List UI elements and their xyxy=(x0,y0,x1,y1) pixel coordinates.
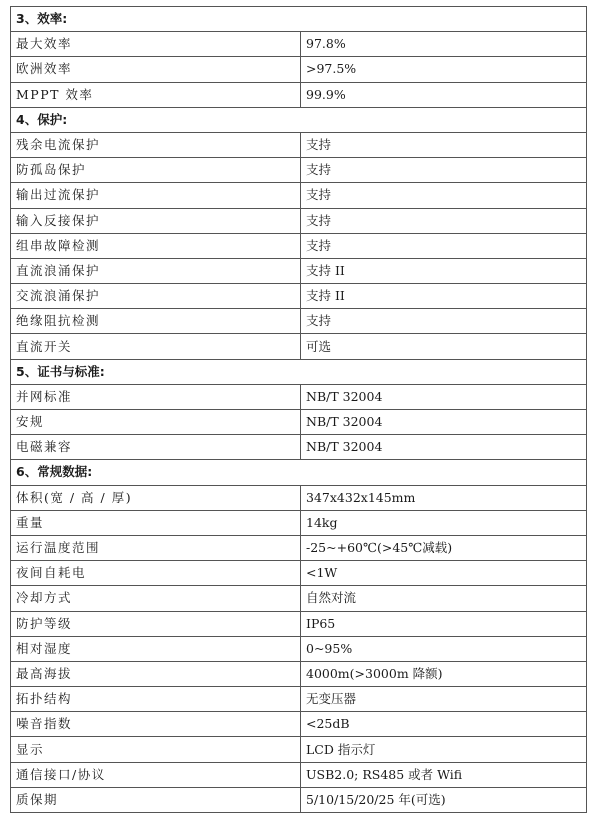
spec-value: NB/T 32004 xyxy=(301,410,587,435)
spec-label: 最高海拔 xyxy=(11,661,301,686)
spec-label: 夜间自耗电 xyxy=(11,561,301,586)
table-row xyxy=(11,132,587,157)
table-row xyxy=(11,510,587,535)
section-title: 6、常规数据: xyxy=(11,460,587,485)
table-row xyxy=(11,158,587,183)
spec-value: 97.8% xyxy=(301,32,587,57)
table-row xyxy=(11,762,587,787)
table-row xyxy=(11,661,587,686)
spec-value: 支持 xyxy=(301,158,587,183)
spec-label: 电磁兼容 xyxy=(11,435,301,460)
spec-value: 支持 xyxy=(301,309,587,334)
section-title: 4、保护: xyxy=(11,107,587,132)
spec-label: 相对湿度 xyxy=(11,636,301,661)
spec-label: 防孤岛保护 xyxy=(11,158,301,183)
spec-label: 交流浪涌保护 xyxy=(11,284,301,309)
spec-label: 体积(宽 / 高 / 厚) xyxy=(11,485,301,510)
spec-value: 347x432x145mm xyxy=(301,485,587,510)
spec-value: 4000m(>3000m 降额) xyxy=(301,661,587,686)
table-row xyxy=(11,410,587,435)
spec-label: 噪音指数 xyxy=(11,712,301,737)
spec-label: 直流开关 xyxy=(11,334,301,359)
spec-value: <1W xyxy=(301,561,587,586)
spec-label: 冷却方式 xyxy=(11,586,301,611)
spec-value: IP65 xyxy=(301,611,587,636)
table-row xyxy=(11,737,587,762)
spec-value: 支持 II xyxy=(301,284,587,309)
spec-label: 质保期 xyxy=(11,787,301,812)
spec-value: 99.9% xyxy=(301,82,587,107)
section-header-row xyxy=(11,460,587,485)
table-row xyxy=(11,384,587,409)
spec-value: 可选 xyxy=(301,334,587,359)
spec-value: -25~+60℃(>45℃减载) xyxy=(301,535,587,560)
spec-value: 14kg xyxy=(301,510,587,535)
spec-value: 无变压器 xyxy=(301,687,587,712)
spec-label: 安规 xyxy=(11,410,301,435)
spec-label: 输入反接保护 xyxy=(11,208,301,233)
spec-label: 最大效率 xyxy=(11,32,301,57)
spec-value: 自然对流 xyxy=(301,586,587,611)
spec-label: 拓扑结构 xyxy=(11,687,301,712)
table-row xyxy=(11,636,587,661)
spec-label: 绝缘阻抗检测 xyxy=(11,309,301,334)
table-row xyxy=(11,485,587,510)
spec-label: 欧洲效率 xyxy=(11,57,301,82)
table-row xyxy=(11,309,587,334)
table-row xyxy=(11,586,587,611)
spec-label: 显示 xyxy=(11,737,301,762)
table-row xyxy=(11,57,587,82)
spec-value: 支持 xyxy=(301,208,587,233)
spec-value: 支持 xyxy=(301,132,587,157)
section-title: 3、效率: xyxy=(11,7,587,32)
table-row xyxy=(11,82,587,107)
spec-value: 支持 II xyxy=(301,258,587,283)
spec-label: 输出过流保护 xyxy=(11,183,301,208)
table-row xyxy=(11,258,587,283)
spec-label: 并网标准 xyxy=(11,384,301,409)
spec-table-body xyxy=(11,7,587,813)
section-title: 5、证书与标准: xyxy=(11,359,587,384)
spec-label: 运行温度范围 xyxy=(11,535,301,560)
spec-label: 残余电流保护 xyxy=(11,132,301,157)
table-row xyxy=(11,435,587,460)
spec-table xyxy=(10,6,587,813)
section-header-row xyxy=(11,359,587,384)
table-row xyxy=(11,687,587,712)
section-header-row xyxy=(11,107,587,132)
spec-value: NB/T 32004 xyxy=(301,384,587,409)
spec-label: MPPT 效率 xyxy=(11,82,301,107)
spec-value: USB2.0; RS485 或者 Wifi xyxy=(301,762,587,787)
spec-label: 通信接口/协议 xyxy=(11,762,301,787)
spec-label: 防护等级 xyxy=(11,611,301,636)
table-row xyxy=(11,334,587,359)
spec-value: LCD 指示灯 xyxy=(301,737,587,762)
table-row xyxy=(11,787,587,812)
table-row xyxy=(11,233,587,258)
spec-label: 直流浪涌保护 xyxy=(11,258,301,283)
table-row xyxy=(11,611,587,636)
spec-value: 5/10/15/20/25 年(可选) xyxy=(301,787,587,812)
section-header-row xyxy=(11,7,587,32)
spec-value: 支持 xyxy=(301,233,587,258)
spec-value: 0~95% xyxy=(301,636,587,661)
table-row xyxy=(11,535,587,560)
table-row xyxy=(11,561,587,586)
spec-value: >97.5% xyxy=(301,57,587,82)
table-row xyxy=(11,284,587,309)
spec-value: NB/T 32004 xyxy=(301,435,587,460)
spec-label: 重量 xyxy=(11,510,301,535)
table-row xyxy=(11,183,587,208)
spec-sheet xyxy=(10,6,586,813)
table-row xyxy=(11,32,587,57)
spec-value: <25dB xyxy=(301,712,587,737)
table-row xyxy=(11,208,587,233)
spec-label: 组串故障检测 xyxy=(11,233,301,258)
spec-value: 支持 xyxy=(301,183,587,208)
table-row xyxy=(11,712,587,737)
